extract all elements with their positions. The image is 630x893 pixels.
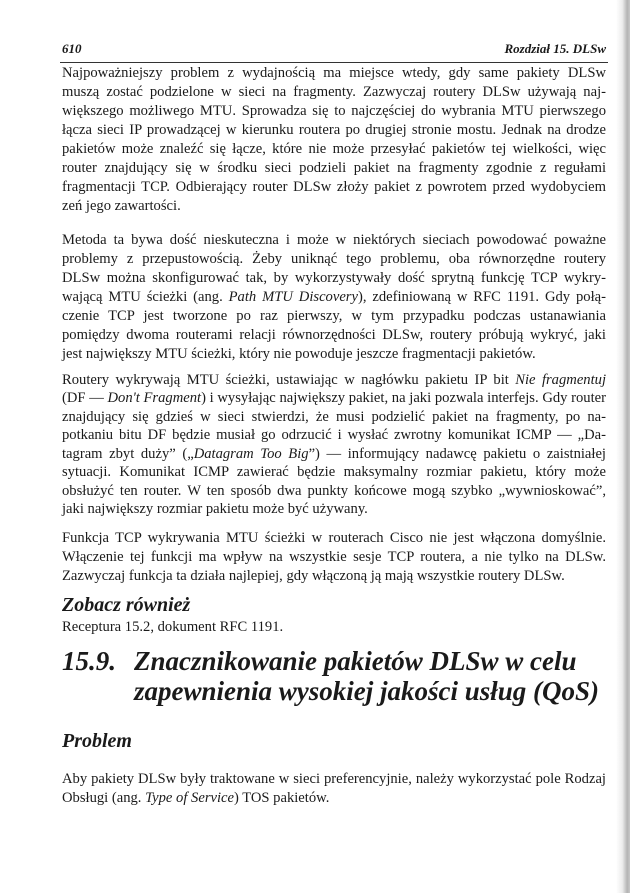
text-line xyxy=(62,548,606,567)
italic-term: Path MTU Discovery xyxy=(228,288,358,305)
text-segment: problemy z przepustowością. Żeby uniknąć tego problemu, oba równorzędne routery xyxy=(62,250,606,267)
text-line xyxy=(62,789,606,808)
italic-term: Datagram Too Big xyxy=(193,445,309,462)
text-segment: muszą zostać podzielone w sieci na fragmenty. Zazwyczaj routery DLSw używają naj- xyxy=(62,83,606,100)
text-line xyxy=(62,64,606,83)
problem-heading: Problem xyxy=(62,730,132,752)
text-line xyxy=(62,426,606,445)
text-line xyxy=(62,463,606,482)
text-line xyxy=(62,326,606,345)
text-line xyxy=(62,445,606,464)
text-segment: obsłużyć ten router. W ten sposób dwa punkty końcowe mogą szybko „wywnioskować”, xyxy=(62,482,606,499)
text-line xyxy=(62,269,606,288)
section-title-line-2: zapewnienia wysokiej jakości usług (QoS) xyxy=(134,676,600,706)
text-segment: zeń jego zawartości. xyxy=(62,197,181,214)
text-segment: wającą MTU ścieżki (ang. xyxy=(62,288,229,305)
text-line xyxy=(62,567,606,586)
text-line xyxy=(62,307,606,326)
italic-term: Nie fragmentuj xyxy=(515,371,606,388)
text-segment: znajdujący się gdzieś w sieci stwierdzi, że musi podzielić pakiet na fragmenty, po na- xyxy=(62,408,606,425)
page-number: 610 xyxy=(62,41,82,56)
text-line xyxy=(62,250,606,269)
text-segment: czenie TCP jest tworzone po raz pierwszy, w tym przypadku podczas ustanawiania xyxy=(62,307,606,324)
text-line xyxy=(62,102,606,121)
text-segment: większego możliwego MTU. Sprowadza się to najczęściej do wybrania MTU pierwszego xyxy=(62,102,606,119)
text-line xyxy=(62,159,606,178)
text-segment: sytuacji. Komunikat ICMP zawierać będzie maksymalny rozmiar pakietu, który może xyxy=(62,464,606,480)
text-segment: jaki największy rozmiar pakietu może być używany. xyxy=(62,501,368,517)
text-segment: potkaniu bitu DF będzie musiał go odrzucić i wysłać zwrotny komunikat ICMP — „Da- xyxy=(62,427,606,443)
text-line xyxy=(62,389,606,408)
text-line xyxy=(62,288,606,307)
section-number: 15.9. xyxy=(62,646,116,676)
text-segment: Routery wykrywają MTU ścieżki, ustawiając w nagłówku pakietu IP bit xyxy=(62,371,516,388)
text-segment: Metoda ta bywa dość nieskuteczna i może w niektórych sieciach powodować poważne xyxy=(62,231,606,248)
text-line xyxy=(62,770,606,789)
text-line xyxy=(62,83,606,102)
text-line xyxy=(62,197,606,216)
text-segment: Aby pakiety DLSw były traktowane w sieci preferencyjnie, należy wykorzystać pole Rodzaj xyxy=(62,770,606,787)
text-segment: router znajdujący się w środku sieci podzieli pakiet na fragmenty zgodnie z regułami xyxy=(62,159,606,176)
text-segment: łącza sieci IP prowadzącej w kierunku routera po drugiej stronie mostu. Jednak na drodze xyxy=(62,121,606,138)
italic-term: Don't Fragment xyxy=(107,390,202,406)
text-segment: ) TOS pakietów. xyxy=(233,789,330,806)
italic-term: Type of Service xyxy=(145,789,234,806)
running-header-chapter: Rozdział 15. DLSw xyxy=(504,41,606,56)
text-line xyxy=(62,618,606,637)
text-segment: ), zdefiniowaną w RFC 1191. Gdy połą- xyxy=(357,288,606,305)
text-line xyxy=(62,140,606,159)
text-segment: Obsługi (ang. xyxy=(62,789,146,806)
text-segment: Funkcja TCP wykrywania MTU ścieżki w routerach Cisco nie jest włączona domyślnie. xyxy=(62,529,606,546)
text-segment: tagram zbyt duży” („ xyxy=(62,445,194,462)
text-line xyxy=(62,529,606,548)
text-line xyxy=(62,408,606,427)
text-segment: pomiędzy dwoma routerami relacji równorzędności DLSw, routery próbują wykryć, jaki xyxy=(62,326,606,343)
text-line xyxy=(62,178,606,197)
text-line xyxy=(62,500,606,519)
text-segment: Zazwyczaj funkcja ta działa najlepiej, gdy włączoną ją mają wszystkie routery DLSw. xyxy=(62,567,565,584)
text-segment: Najpoważniejszy problem z wydajnością ma miejsce wtedy, gdy same pakiety DLSw xyxy=(62,64,606,81)
text-line xyxy=(62,121,606,140)
text-line xyxy=(62,482,606,501)
text-segment: ) i wysyłając największy pakiet, na jaki pozwala interfejs. Gdy router xyxy=(201,390,606,406)
text-segment: jest największy MTU ścieżki, który nie powoduje jeszcze fragmentacji pakietów. xyxy=(62,345,536,362)
text-line xyxy=(62,231,606,250)
text-segment: pakietów może znaleźć się łącze, które nie może przesyłać pakietów tej wielkości, więc xyxy=(62,140,606,157)
scan-binding-shadow xyxy=(616,0,630,893)
text-segment: ”) — informujący nadawcę pakietu o zaistniałej xyxy=(308,445,606,462)
text-segment: fragmentacji TCP. Odbierający router DLSw złoży pakiet z powrotem przed wydobyciem xyxy=(62,178,606,195)
text-segment: Włączenie tej funkcji ma wpływ na wszystkie sesje TCP routera, a nie tylko na DLSw. xyxy=(62,548,606,565)
text-segment: Receptura 15.2, dokument RFC 1191. xyxy=(62,618,284,635)
text-segment: (DF — xyxy=(62,390,108,406)
text-line xyxy=(62,345,606,364)
section-title-line-1: Znacznikowanie pakietów DLSw w celu xyxy=(134,646,577,676)
text-segment: DLSw można skonfigurować tak, by wykorzystywały dość sprytną funkcję TCP wykry- xyxy=(62,269,606,286)
see-also-heading: Zobacz również xyxy=(62,594,191,616)
text-line xyxy=(62,371,606,390)
